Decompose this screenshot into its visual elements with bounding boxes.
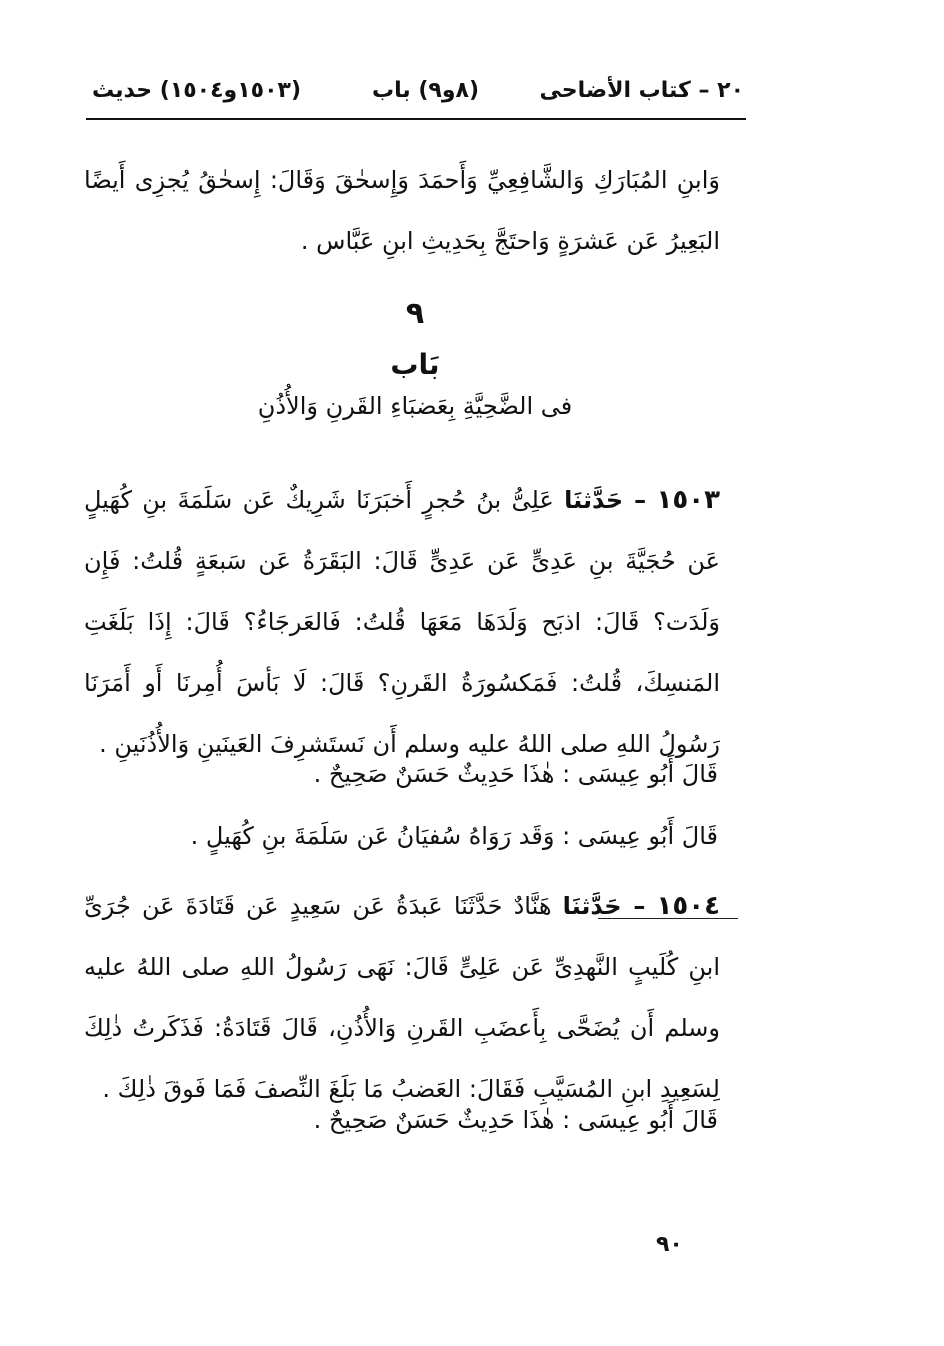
hadith-number: ١٥٠٤ [656, 891, 720, 921]
chapter-title: بَاب [390, 348, 440, 381]
hadith-paragraph-1503 [84, 470, 720, 775]
header-hadith-range: (١٥٠٣و١٥٠٤) حديث [92, 78, 302, 103]
hadith-lead: – حَدَّثنَا [562, 892, 646, 920]
header-book-title: ٢٠ – كتاب الأضاحى [539, 78, 744, 103]
hadith-number: ١٥٠٣ [656, 485, 720, 515]
tirmidhi-comment: قَالَ أَبُو عِيسَى : هٰذَا حَدِيثٌ حَسَنٌ صَحِيحٌ . [313, 1106, 718, 1134]
chapter-number: ٩ [405, 296, 425, 331]
tirmidhi-comment: قَالَ أَبُو عِيسَى : هٰذَا حَدِيثٌ حَسَنٌ صَحِيحٌ . [313, 760, 718, 788]
hadith-paragraph-1504 [84, 876, 720, 1120]
header-chapter-ref: (٨و٩) باب [372, 78, 479, 103]
hadith-lead: – حَدَّثنَا [564, 486, 647, 514]
header-divider [86, 118, 746, 120]
intro-paragraph: وَابنِ المُبَارَكِ وَالشَّافِعِيِّ وَأَحمَدَ وَإِسحٰقَ وَقَالَ: إِسحٰقُ يُجزِى أَيضًا البَعِيرُ عَن عَشرَةٍ وَاحتَجَّ بِحَدِيثِ ابنِ عَبَّاس . [84, 166, 720, 255]
page-number: ٩٠ [656, 1232, 683, 1257]
chapter-subtitle: فى الضَّحِيَّةِ بِعَضبَاءِ القَرنِ وَالأُذُنِ [257, 392, 573, 420]
hadith-text: هَنَّادٌ حَدَّثَنَا عَبدَةُ عَن سَعِيدٍ عَن قَتَادَةَ عَن جُرَىِّ ابنِ كُلَيبٍ النَّهدِىِّ عَن عَلِىٍّ قَالَ: نَهَى رَسُولُ اللهِ صلى اللهُ عليه وسلم أَن يُضَحَّى بِأَعضَبِ القَرنِ وَالأُذُنِ، قَالَ قَتَادَةُ: فَذَكَرتُ ذٰلِكَ لِسَعِيدِ ابنِ المُسَيَّبِ فَقَالَ: العَضبُ مَا بَلَغَ النِّصفَ فَمَا فَوقَ ذٰلِكَ . [84, 892, 720, 1103]
tirmidhi-comment: قَالَ أَبُو عِيسَى : وَقَد رَوَاهُ سُفيَانُ عَن سَلَمَةَ بنِ كُهَيلٍ . [190, 822, 718, 850]
page-header [86, 78, 744, 114]
hadith-text: عَلِىُّ بنُ حُجرٍ أَخبَرَنَا شَرِيكٌ عَن سَلَمَةَ بنِ كُهَيلٍ عَن حُجَيَّةَ بنِ عَدِىٍّ عَن عَدِىٍّ قَالَ: البَقَرَةُ عَن سَبعَةٍ قُلتُ: فَإِن وَلَدَت؟ قَالَ: اذبَح وَلَدَهَا مَعَهَا قُلتُ: فَالعَرجَاءُ؟ قَالَ: إِذَا بَلَغَتِ المَنسِكَ، قُلتُ: فَمَكسُورَةُ القَرنِ؟ قَالَ: لَا بَأسَ أُمِرنَا أَو أَمَرَنَا رَسُولُ اللهِ صلى اللهُ عليه وسلم أَن نَستَشرِفَ العَينَينِ وَالأُذُنَينِ . [84, 486, 720, 758]
